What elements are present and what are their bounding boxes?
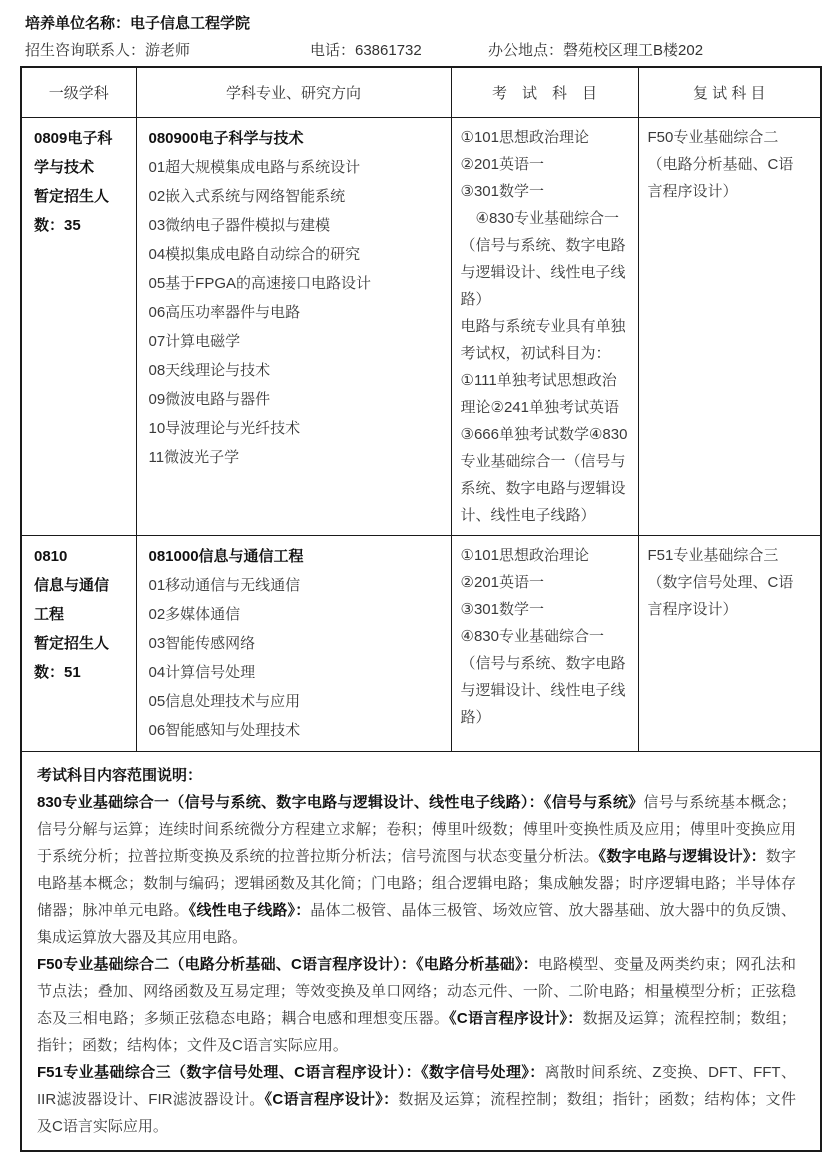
exam-subject-line: ④830专业基础综合一（信号与系统、数字电路与逻辑设计、线性电子线路） bbox=[460, 209, 626, 308]
office-location: 办公地点：磬苑校区理工B楼202 bbox=[488, 42, 704, 59]
notes-body bbox=[37, 789, 796, 1140]
retest-subject-line: F50专业基础综合二 bbox=[647, 128, 779, 146]
cell-retest-0809 bbox=[638, 117, 821, 535]
document-header bbox=[0, 0, 837, 60]
retest-subject-line: F51专业基础综合三 bbox=[647, 546, 779, 564]
note-item bbox=[37, 951, 796, 1059]
header-exam: 考 试 科 目 bbox=[451, 67, 638, 117]
cell-exam-0810 bbox=[451, 535, 638, 751]
note-text-segment: 信号与系统基本概念；信号分解与运算；连续时间系统微分方程建立求解；卷积；傅里叶级数；傅里叶变换性质及应用；傅里叶变换应用于系统分析；拉普拉斯变换及系统的拉普拉斯分析法；信号流图与状态变量分析法。 bbox=[37, 793, 796, 865]
research-direction: 11微波光子学 bbox=[148, 448, 240, 466]
retest-subject-line: （电路分析基础、C语言程序设计） bbox=[647, 155, 794, 200]
cell-program-0809 bbox=[136, 117, 451, 535]
research-direction: 06高压功率器件与电路 bbox=[148, 303, 301, 321]
table-row bbox=[21, 535, 821, 751]
note-bold-segment: 《线性电子线路》： bbox=[188, 901, 311, 919]
research-direction: 10导波理论与光纤技术 bbox=[148, 419, 301, 437]
notes-title: 考试科目内容范围说明： bbox=[37, 766, 203, 784]
notes-row bbox=[21, 751, 821, 1151]
note-text-segment: 数据及运算；流程控制；数组；指针；函数；结构体；文件及C语言实际应用。 bbox=[37, 1090, 796, 1135]
note-bold-segment: 《数字信号处理》： bbox=[421, 1063, 545, 1081]
note-bold-segment: 830专业基础综合一（信号与系统、数字电路与逻辑设计、线性电子线路）： bbox=[37, 793, 544, 811]
research-direction: 08天线理论与技术 bbox=[148, 361, 271, 379]
note-bold-segment: 《信号与系统》 bbox=[543, 793, 644, 811]
contact-phone: 电话：63861732 bbox=[310, 42, 422, 59]
research-directions bbox=[149, 571, 441, 745]
note-text-segment: 数字电路基本概念；数制与编码；逻辑函数及其化简；门电路；组合逻辑电路；集成触发器；时序逻辑电路；半导体存储器；脉冲单元电路。 bbox=[37, 847, 796, 919]
note-bold-segment: F50专业基础综合二（电路分析基础、C语言程序设计）： bbox=[37, 955, 417, 973]
research-direction: 06智能感知与处理技术 bbox=[148, 721, 301, 739]
cell-program-0810 bbox=[136, 535, 451, 751]
exam-subject-line: ②201英语一 bbox=[460, 573, 544, 591]
discipline-line: 0810 bbox=[34, 547, 68, 565]
exam-subject-line: ③301数学一 bbox=[460, 182, 544, 200]
cell-discipline-0809 bbox=[21, 117, 136, 535]
admissions-table bbox=[20, 66, 822, 1152]
research-directions bbox=[149, 153, 441, 472]
note-bold-segment: 《电路分析基础》： bbox=[416, 955, 538, 973]
contact-person: 招生咨询联系人：游老师 bbox=[25, 42, 191, 59]
note-text-segment: 电路模型、变量及两类约束；网孔法和节点法；叠加、网络函数及互易定理；等效变换及单口网络；动态元件、一阶、二阶电路；相量模型分析；正弦稳态及三相电路；多频正弦稳态电路；耦合电感和理想变压器。 bbox=[37, 955, 796, 1027]
exam-scope-notes bbox=[21, 751, 821, 1151]
research-direction: 04计算信号处理 bbox=[148, 663, 256, 681]
program-title: 080900电子科学与技术 bbox=[148, 129, 304, 147]
research-direction: 03微纳电子器件模拟与建模 bbox=[148, 216, 331, 234]
exam-subject-line: 电路与系统专业具有单独考试权，初试科目为：①111单独考试思想政治理论②241单独考试英语③666单独考试数学④830专业基础综合一（信号与系统、数字电路与逻辑设计、线性电子线路） bbox=[460, 317, 628, 524]
discipline-line: 暂定招生人数：51 bbox=[34, 634, 110, 681]
table-row bbox=[21, 117, 821, 535]
research-direction: 05信息处理技术与应用 bbox=[148, 692, 301, 710]
research-direction: 07计算电磁学 bbox=[148, 332, 241, 350]
note-text-segment: 数据及运算；流程控制；数组；指针；函数；结构体；文件及C语言实际应用。 bbox=[37, 1009, 796, 1054]
research-direction: 03智能传感网络 bbox=[148, 634, 256, 652]
note-item bbox=[37, 1059, 796, 1140]
note-item bbox=[37, 789, 796, 951]
note-text-segment: 离散时间系统、Z变换、DFT、FFT、IIR滤波器设计、FIR滤波器设计。 bbox=[37, 1063, 796, 1108]
program-title: 081000信息与通信工程 bbox=[148, 547, 304, 565]
header-discipline: 一级学科 bbox=[21, 67, 136, 117]
exam-subject-line: ④830专业基础综合一（信号与系统、数字电路与逻辑设计、线性电子线路） bbox=[460, 627, 626, 726]
research-direction: 09微波电路与器件 bbox=[148, 390, 271, 408]
exam-subject-line: ②201英语一 bbox=[460, 155, 544, 173]
research-direction: 02嵌入式系统与网络智能系统 bbox=[148, 187, 346, 205]
table-header-row bbox=[21, 67, 821, 117]
note-bold-segment: 《C语言程序设计》： bbox=[449, 1009, 583, 1027]
cell-retest-0810 bbox=[638, 535, 821, 751]
unit-name-title: 培养单位名称：电子信息工程学院 bbox=[25, 15, 251, 32]
discipline-line: 信息与通信工程 bbox=[34, 576, 110, 623]
exam-subject-line: ①101思想政治理论 bbox=[460, 546, 589, 564]
header-retest: 复 试 科 目 bbox=[638, 67, 821, 117]
research-direction: 01超大规模集成电路与系统设计 bbox=[148, 158, 361, 176]
note-bold-segment: 《C语言程序设计》： bbox=[264, 1090, 399, 1108]
exam-subject-line: ①101思想政治理论 bbox=[460, 128, 589, 146]
exam-subject-line: ③301数学一 bbox=[460, 600, 544, 618]
note-bold-segment: F51专业基础综合三（数字信号处理、C语言程序设计）： bbox=[37, 1063, 422, 1081]
cell-exam-0809 bbox=[451, 117, 638, 535]
contact-line bbox=[25, 42, 820, 60]
cell-discipline-0810 bbox=[21, 535, 136, 751]
discipline-line: 0809电子科学与技术 bbox=[34, 129, 113, 176]
discipline-line: 暂定招生人数：35 bbox=[34, 187, 110, 234]
retest-subject-line: （数字信号处理、C语言程序设计） bbox=[647, 573, 794, 618]
research-direction: 05基于FPGA的高速接口电路设计 bbox=[148, 274, 372, 292]
research-direction: 01移动通信与无线通信 bbox=[148, 576, 301, 594]
note-text-segment: 晶体二极管、晶体三极管、场效应管、放大器基础、放大器中的负反馈、集成运算放大器及其应用电路。 bbox=[37, 901, 796, 946]
note-bold-segment: 《数字电路与逻辑设计》： bbox=[598, 847, 766, 865]
research-direction: 02多媒体通信 bbox=[148, 605, 241, 623]
research-direction: 04模拟集成电路自动综合的研究 bbox=[148, 245, 361, 263]
header-program: 学科专业、研究方向 bbox=[136, 67, 451, 117]
